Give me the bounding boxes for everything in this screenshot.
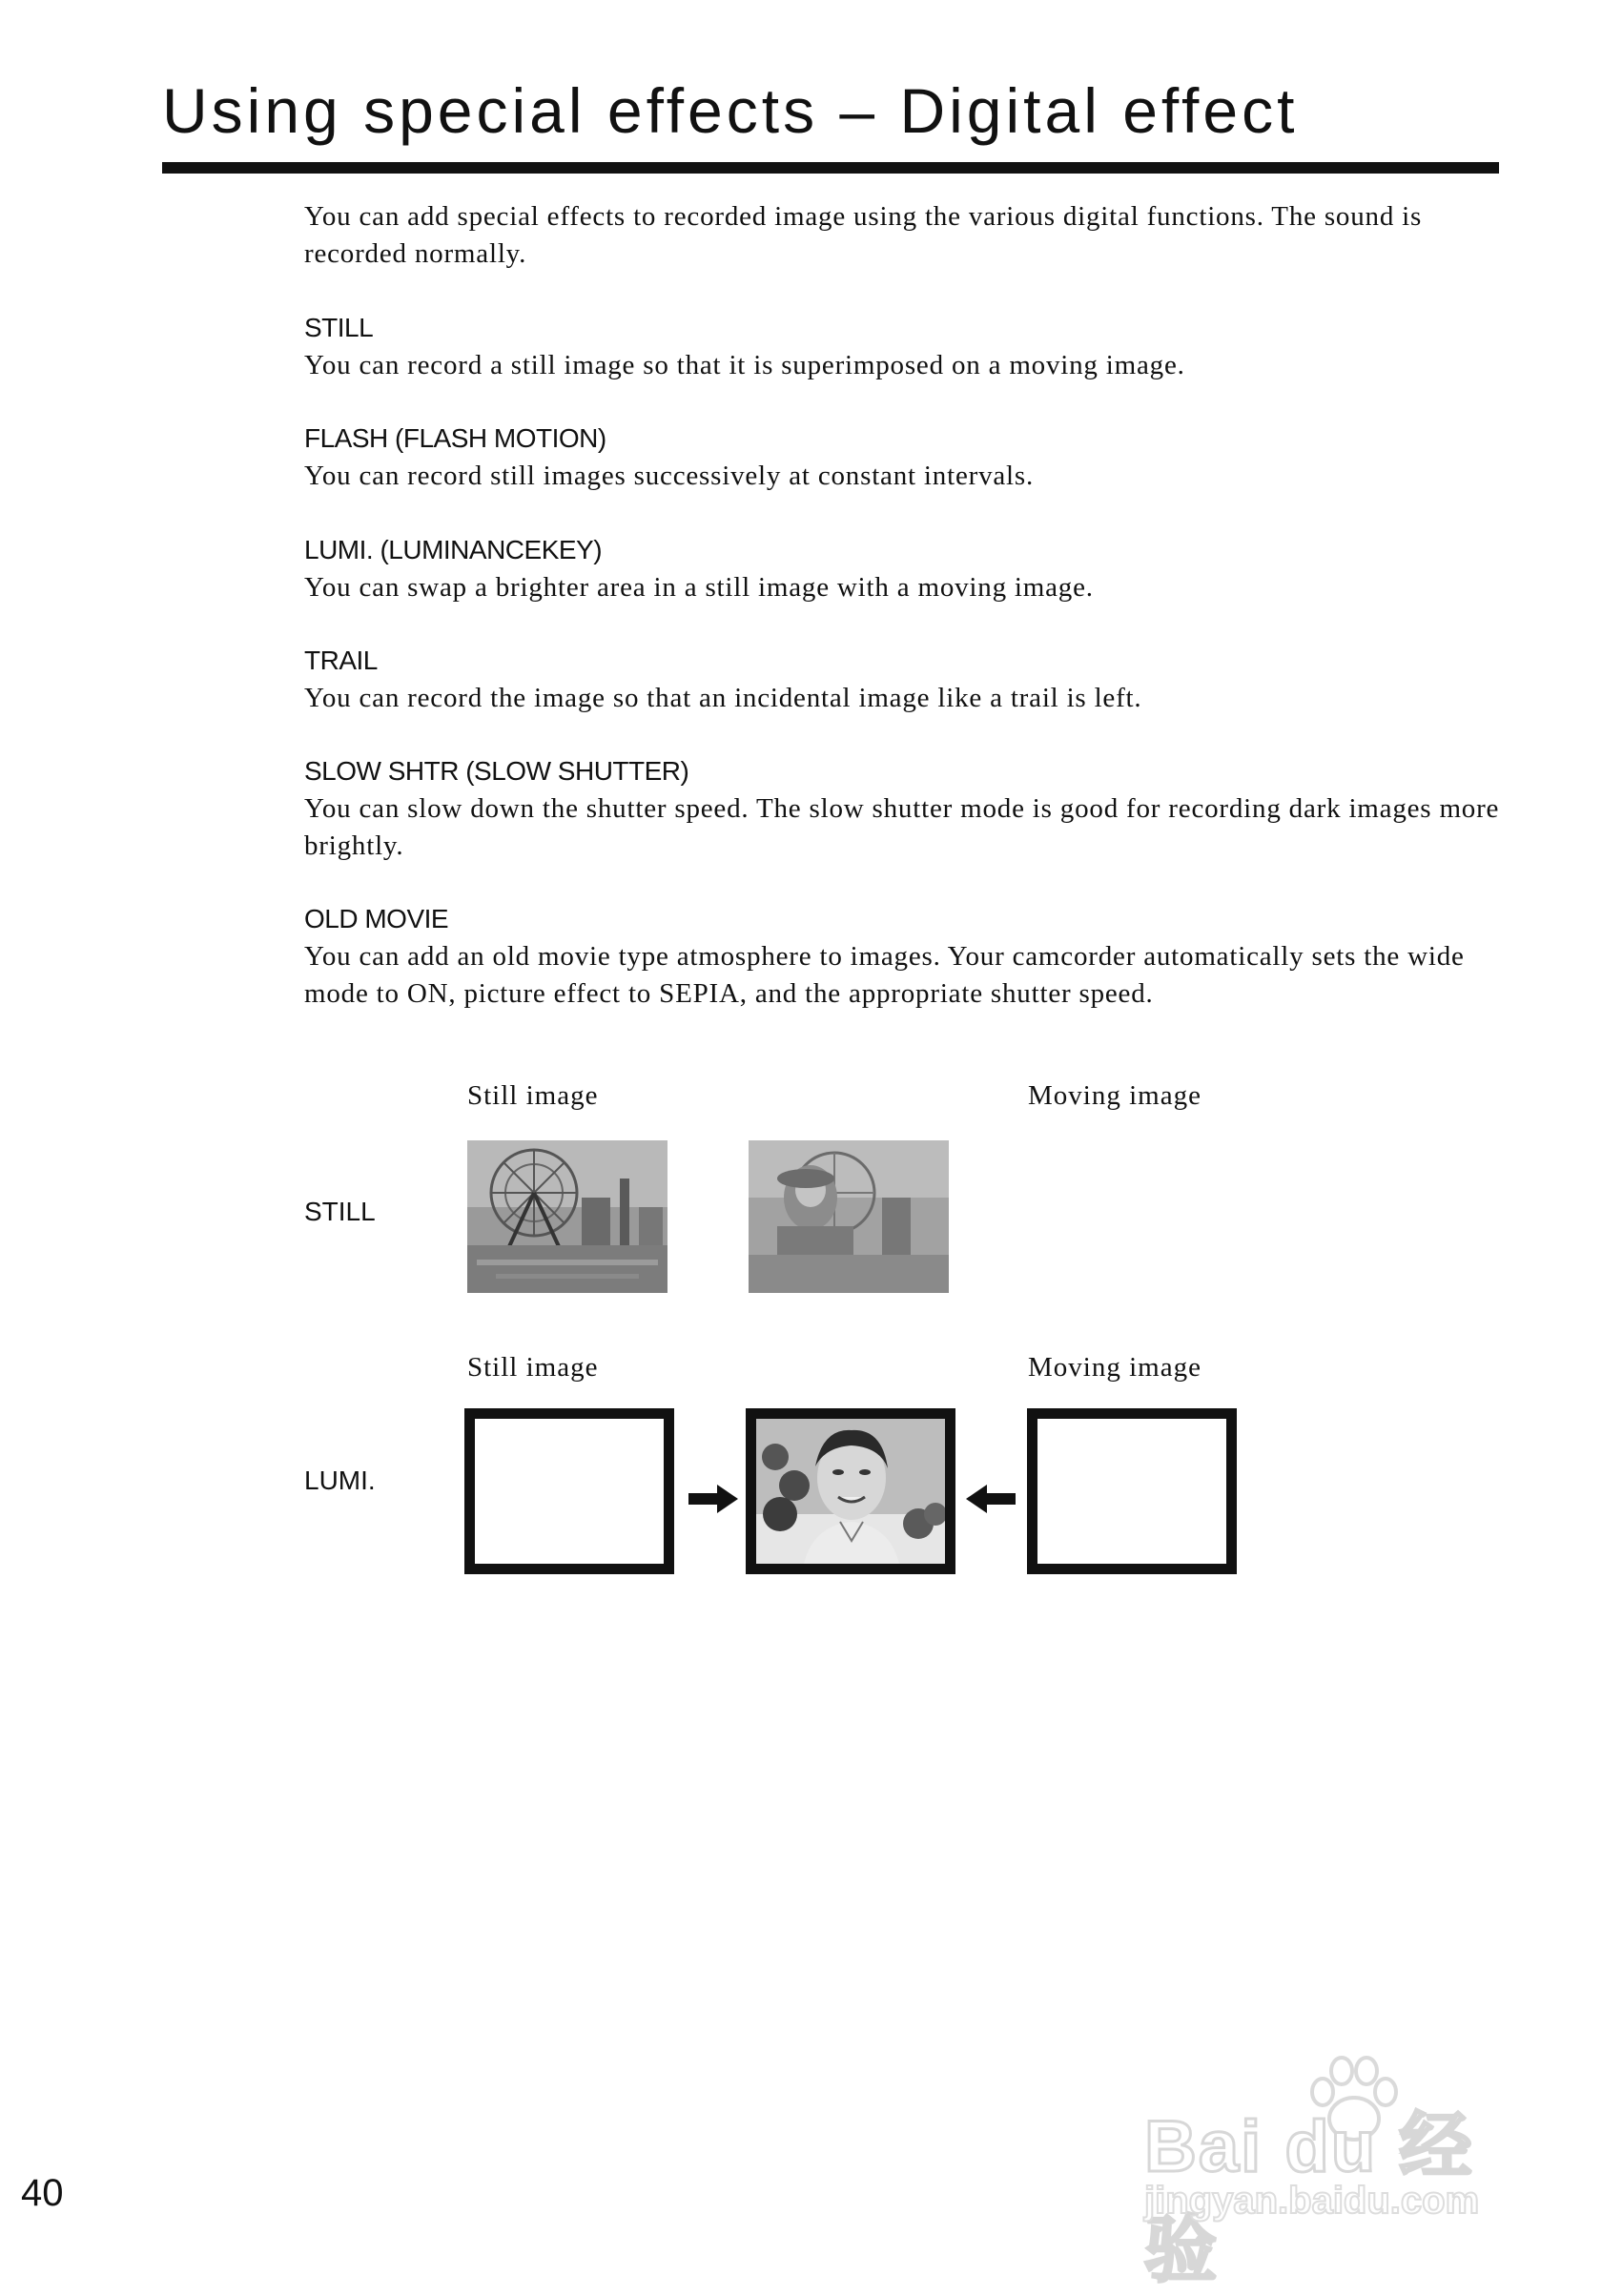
combined-image-frame [746, 1408, 955, 1574]
intro-text: You can add special effects to recorded image using the various digital functions. The sound is recorded normally. [304, 201, 1423, 269]
effect-desc-slow-shtr: You can slow down the shutter speed. The slow shutter mode is good for recording dark images more brightly. [304, 793, 1500, 861]
effect-heading-trail: TRAIL [304, 646, 378, 675]
effect-heading-slow-shtr: SLOW SHTR (SLOW SHUTTER) [304, 756, 689, 786]
lumi-row-label: LUMI. [304, 1466, 376, 1495]
still-row-label: STILL [304, 1197, 376, 1226]
effect-desc-old-movie: You can add an old movie type atmosphere to images. Your camcorder automatically sets the wide mode to ON, picture effect to SEPIA, and the appropriate shutter speed. [304, 941, 1465, 1009]
page-number: 40 [21, 2172, 64, 2214]
still-row-moving-caption: Moving image [1028, 1080, 1202, 1111]
moving-image-frame [1027, 1408, 1237, 1574]
face-photo [756, 1419, 945, 1564]
superimposed-photo [749, 1140, 949, 1293]
title-rule [162, 162, 1499, 174]
watermark-brand: Bai du 经验 [1144, 2106, 1474, 2291]
left-arrow-icon [966, 1485, 1016, 1513]
still-row-still-caption: Still image [467, 1080, 599, 1111]
effect-heading-lumi: LUMI. (LUMINANCEKEY) [304, 535, 603, 564]
effect-desc-flash: You can record still images successively at constant intervals. [304, 461, 1035, 491]
page-title: Using special effects – Digital effect [162, 75, 1299, 146]
lumi-row-moving-caption: Moving image [1028, 1352, 1202, 1383]
still-image-frame [464, 1408, 674, 1574]
ferris-wheel-photo [467, 1140, 668, 1293]
watermark-url: jingyan.baidu.com [1144, 2180, 1480, 2222]
effect-heading-old-movie: OLD MOVIE [304, 904, 449, 933]
effect-desc-trail: You can record the image so that an incidental image like a trail is left. [304, 683, 1142, 713]
effect-heading-still: STILL [304, 313, 374, 342]
lumi-row-still-caption: Still image [467, 1352, 599, 1383]
right-arrow-icon [688, 1485, 738, 1513]
effect-heading-flash: FLASH (FLASH MOTION) [304, 423, 606, 453]
effect-desc-still: You can record a still image so that it is superimposed on a moving image. [304, 350, 1185, 380]
effect-desc-lumi: You can swap a brighter area in a still image with a moving image. [304, 572, 1094, 603]
watermark [1144, 2050, 1526, 2291]
